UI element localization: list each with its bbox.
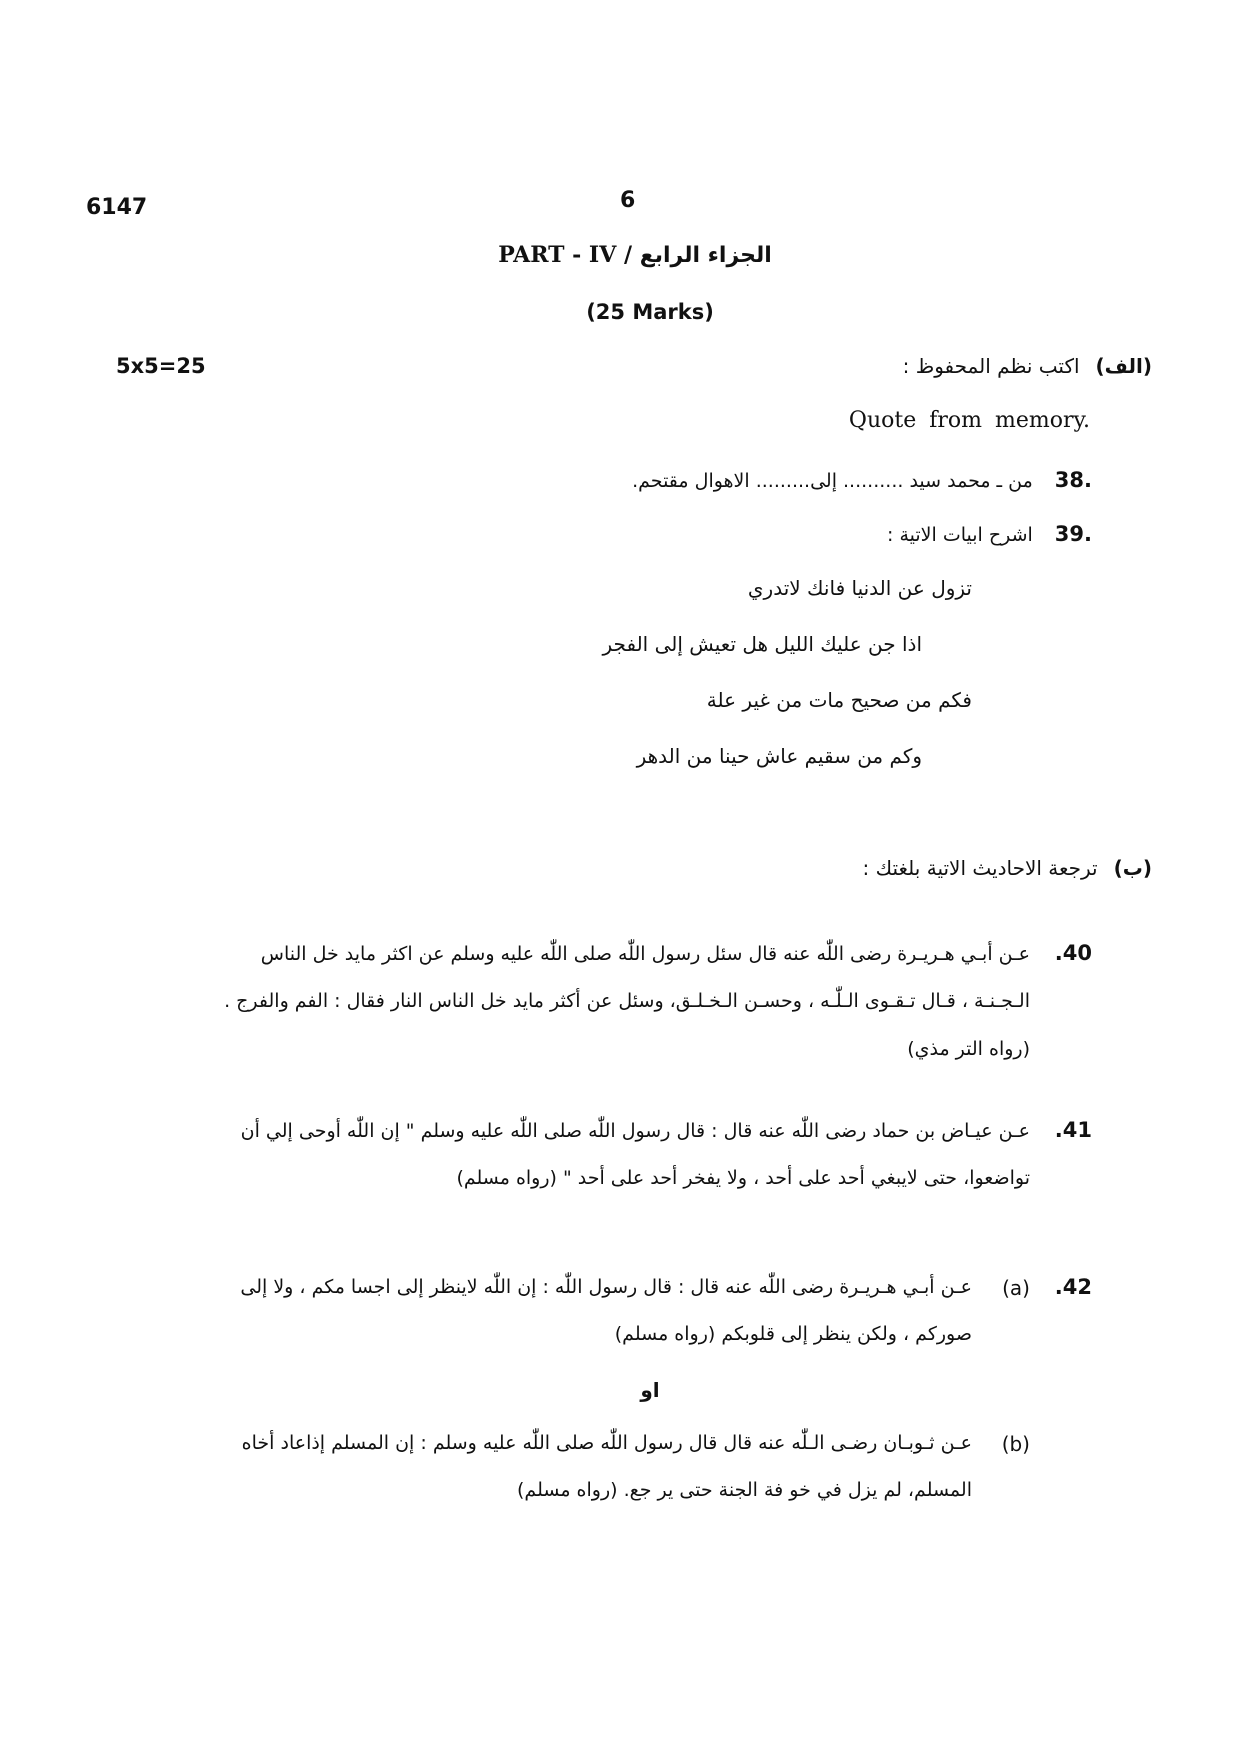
marks-total: (25 Marks)	[586, 300, 714, 324]
marks-scheme: 5x5=25	[116, 354, 206, 378]
question-text: من ـ محمد سيد .......... إلى......... الاهوال مقتحم.	[632, 470, 1033, 492]
question-number: 38.	[1054, 468, 1092, 492]
section-a-letter: (الف)	[1095, 354, 1152, 378]
verse-line: وكم من سقيم عاش حينا من الدهر	[636, 744, 922, 768]
option-b-label: (b)	[1001, 1432, 1030, 1456]
section-a-heading	[903, 354, 1152, 378]
question-39	[887, 522, 1092, 546]
hadith-line: عـن أبـي هـريـرة رضى اللّٰه عنه قال سئل رسول اللّٰه صلى اللّٰه عليه وسلم عن اكثر مايد خل الناس	[260, 943, 1030, 965]
paper-code: 6147	[86, 195, 148, 220]
part-separator: /	[623, 242, 633, 268]
or-separator: او	[640, 1378, 660, 1402]
hadith-source: (رواه التر مذي)	[907, 1038, 1030, 1060]
hadith-line: المسلم، لم يزل في خو فة الجنة حتى ير جع. (رواه مسلم)	[517, 1479, 972, 1501]
question-42-number: .42	[1054, 1275, 1092, 1299]
question-38	[632, 468, 1092, 492]
verse-line: فكم من صحيح مات من غير علة	[706, 688, 972, 712]
question-40-number: .40	[1054, 941, 1092, 965]
verse-line: اذا جن عليك الليل هل تعيش إلى الفجر	[602, 632, 922, 656]
hadith-line: صوركم ، ولكن ينظر إلى قلوبكم (رواه مسلم)	[614, 1323, 972, 1345]
hadith-line: عـن عيـاض بن حماد رضى اللّٰه عنه قال : قال رسول اللّٰه صلى اللّٰه عليه وسلم " إن اللّٰه أوحى إلي أن	[240, 1120, 1030, 1142]
part-title-english: PART - IV	[498, 242, 617, 268]
section-a-instruction-english: Quote from memory.	[848, 408, 1090, 433]
hadith-line: الـجـنـة ، قـال تـقـوى الـلّٰـه ، وحسـن الـخـلـق، وسئل عن أكثر مايد خل الناس النار فقال : الفم والفرج .	[224, 990, 1030, 1012]
part-title	[0, 242, 1240, 268]
section-b-instruction: ترجعة الاحاديث الاتية بلغتك :	[862, 856, 1098, 880]
section-b-letter: (ب)	[1113, 856, 1152, 880]
hadith-line: عـن ثـوبـان رضـى الـلّٰه عنه قال قال رسول اللّٰه صلى اللّٰه عليه وسلم : إن المسلم إذاعاد أخاه	[241, 1432, 972, 1454]
question-number: 39.	[1054, 522, 1092, 546]
part-title-arabic: الجزاء الرابع	[639, 243, 772, 268]
section-a-instruction: اكتب نظم المحفوظ :	[902, 354, 1080, 378]
question-text: اشرح ابيات الاتية :	[887, 524, 1033, 546]
page-number: 6	[620, 188, 636, 213]
section-b-heading	[863, 856, 1152, 880]
question-41-number: .41	[1054, 1118, 1092, 1142]
option-a-label: (a)	[1002, 1276, 1030, 1300]
hadith-line: تواضعوا، حتى لايبغي أحد على أحد ، ولا يفخر أحد على أحد " (رواه مسلم)	[456, 1167, 1030, 1189]
verse-line: تزول عن الدنيا فانك لاتدري	[747, 576, 972, 600]
hadith-line: عـن أبـي هـريـرة رضى اللّٰه عنه قال : قال رسول اللّٰه : إن اللّٰه لاينظر إلى اجسا مكم ، ولا إلى	[240, 1276, 972, 1298]
